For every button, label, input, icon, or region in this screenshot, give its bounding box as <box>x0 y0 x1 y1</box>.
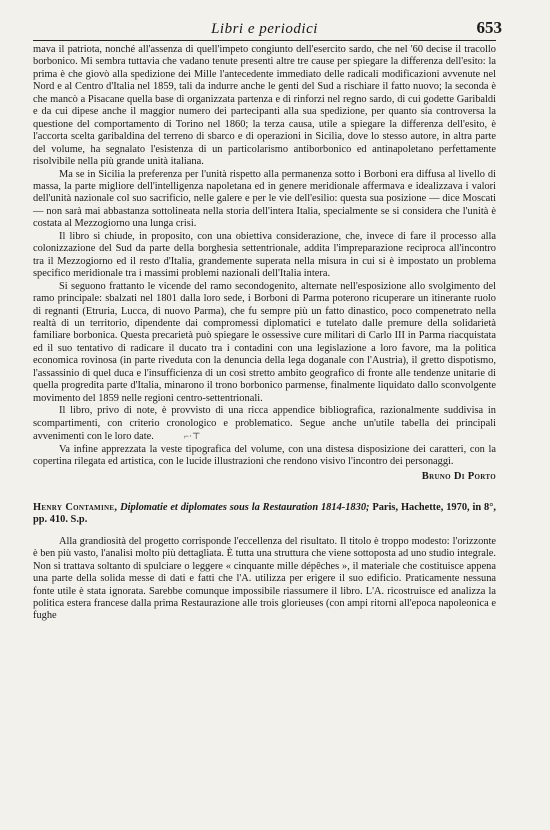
page-number: 653 <box>476 18 502 37</box>
section-gap <box>33 484 496 502</box>
review-1-body <box>33 44 496 484</box>
header-rule <box>33 40 496 41</box>
review-2-body <box>33 536 496 623</box>
book-publication: Paris, Hachette, 1970, in 8°, pp. 410. S.p. <box>33 501 496 526</box>
running-head-title: Libri e periodici <box>211 21 318 37</box>
paragraph: Ma se in Sicilia la preferenza per l'unità rispetto alla permanenza sotto i Borboni era diffusa al livello di massa, la parte migliore dell'intelligenza napoletana ed in genere meridionale affermava e idealizzava i valori dell'unità nazionale col suo sacrificio, nelle galere e per le vie dell'esilio: questa sua posizione — dice Moscati — non sarà mai abbastanza sottolineata nella storia dell'intera Italia, specialmente se si considera che l'unità è costata al Mezzogiorno una lunga crisi. <box>33 168 496 230</box>
paragraph: Si seguono frattanto le vicende del ramo secondogenito, alternate nell'esposizione allo svolgimento del ramo principale: sbalzati nel 1801 dalla loro sede, i Borboni di Parma poterono ricuperare un itinerante ruolo di regnanti (Etruria, Lucca, di nuovo Parma), che fu sempre più un fatto dinastico, poco compenetrato nella realtà di un territorio, dipendente dai compromessi diplomatici e tutelato dalle premure della solidarietà familiare borbonica. Questa precarietà può spiegare le ossessive cure militari di Carlo III in Parma riacquistata ed il suo tentativo di radicare il ducato tra i contadini con una legislazione a loro favore, ma la politica economica rovinosa (in parte riveduta con la denuncia della lega doganale con l'Austria), il gretto dispotismo, l'assassinio di quel duca e l'insufficienza di un così stretto ambito geografico di fronte alle tendenze unitarie di quella progredita parte d'Italia, minarono il trono borbonico parmense, finalmente liquidato dallo sconvolgente movimento del 1859 nelle regioni centro-settentrionali. <box>33 280 496 404</box>
paragraph: Alla grandiosità del progetto corrisponde l'eccellenza del risultato. Il titolo è troppo modesto: l'orizzonte è ben più vasto, l'analisi molto più dettagliata. È tutta una struttura che viene sottoposta ad uno studio integrale. Non si trattava soltanto di spulciare o leggere « cinquante mille dépêches », il materiale che costituisce appena una parte della solida messe di dati e fatti che l'A. utilizza per erigere il suo edificio. Praticamente nessuna fonte utile è stata ignorata. Sarebbe comunque impossibile riassumere il libro. L'A. ricostruisce ed analizza la politica estera francese dalla prima Restaurazione alle trois glorieuses (con ampi ritorni all'epoca napoleonica e fughe <box>33 535 496 622</box>
book-title: Diplomatie et diplomates sous la Restauration 1814-1830; <box>120 501 370 513</box>
paragraph: mava il patriota, nonché all'assenza di quell'impeto congiunto dell'esercito sardo, che nel '60 decise il tracollo borbonico. Mi sembra tuttavia che vadano tenute presenti altre tre cause per spiegare la differenza dell'esito: la prima è che giovò alla spedizione dei Mille l'antecedente immediato delle radicali modificazioni avvenute nel Nord e al Centro d'Italia nel 1859, tali da indurre anche le genti del Sud a rischiare il fatto nuovo; la seconda è che mancò a Pisacane quella base di organizzata partenza e di rinforzi nel regno sardo, di cui godette Garibaldi e da cui dipese anche il maggior numero dei partecipanti alla sua spedizione, per quanto sia controversa la questione del comportamento di Torino nel 1860; la terza causa, utile a spiegare la differenza dell'esito, è l'accorta scelta garibaldina del terreno di sbarco e di operazioni in Sicilia, dove lo stesso autore, in altra parte del volume, ha segnalato l'esistenza di un particolarismo antiborbonico ed antinapoletano perfettamente risolvibile nella più grande unità italiana. <box>33 44 496 168</box>
paragraph <box>33 405 496 443</box>
paragraph: Va infine apprezzata la veste tipografica del volume, con una distesa disposizione dei caratteri, con la copertina rilegata ed artistica, con le lucide illustrazioni che rendono visivo l'incontro dei personaggi. <box>33 443 496 467</box>
running-head <box>33 10 502 40</box>
proof-mark-icon: ⌐·⊤ <box>183 431 201 442</box>
paragraph: Il libro si chiude, in proposito, con una obiettiva considerazione, che, invece di fare il processo alla colonizzazione del Sud da parte della borghesia settentrionale, addita l'impreparazione reciproca all'incontro tra il Mezzogiorno ed il resto d'Italia, grandemente superata nella misura in cui si è impostato un problema specifico meridionale tra i massimi problemi nazionali dell'Italia intera. <box>33 230 496 280</box>
paragraph-text: Il libro, privo di note, è provvisto di una ricca appendice bibliografica, razionalmente suddivisa in scompartimenti, con criterio cronologico e problematico. Segue anche un'utile tabella dei principali avvenimenti con le loro date. <box>33 405 496 443</box>
book-author: Henry Contamine, <box>33 501 118 513</box>
review-signature: Bruno Di Porto <box>421 471 496 483</box>
review-2-heading <box>33 502 496 527</box>
